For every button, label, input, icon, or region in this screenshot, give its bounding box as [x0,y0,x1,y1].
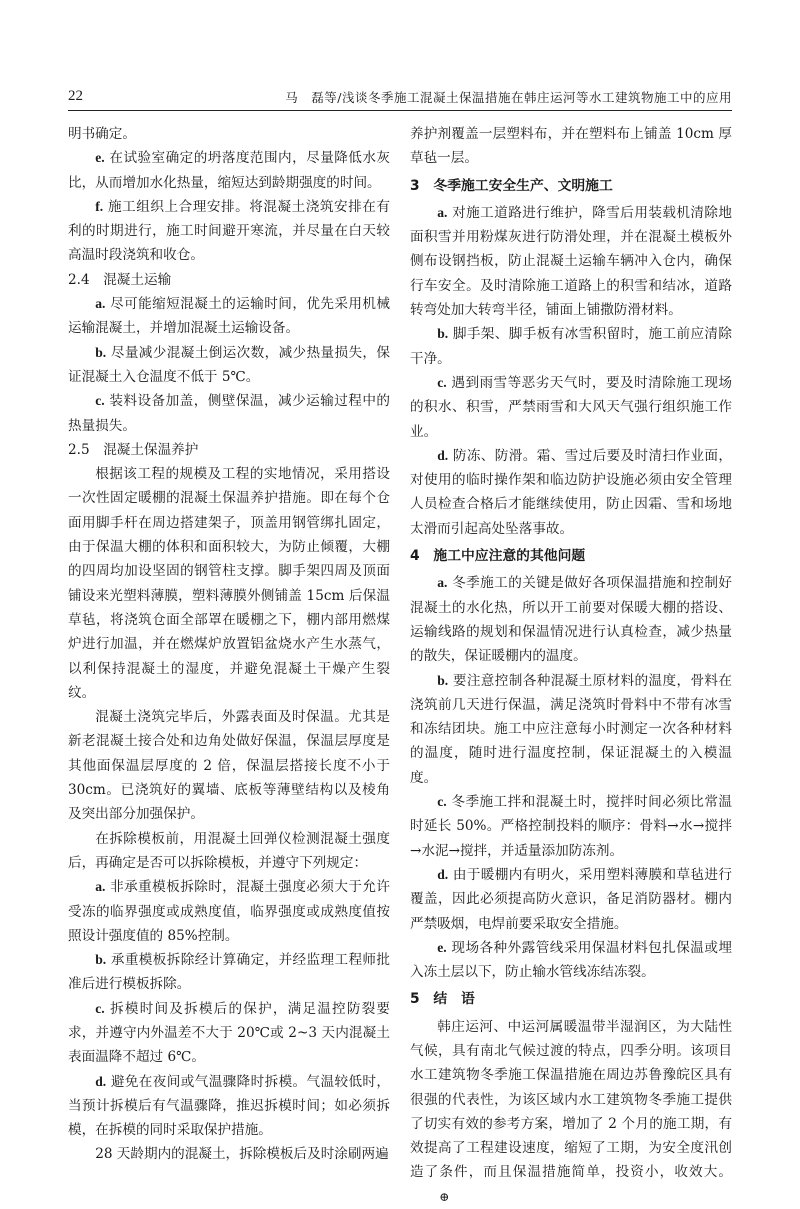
paragraph-continued: 明书确定。 [68,126,136,142]
list-item-b: b. 要注意控制各种混凝土原材料的温度，骨料在浇筑前几天进行保温，满足浇筑时骨料中不带有冰雪和冻结团块。施工中应注意每小时测定一次各种材料的温度，随时进行温度控制，保证混凝土的入模温度。 [410,672,732,786]
list-item-a: a. 尽可能缩短混凝土的运输时间，优先采用机械运输混凝土，并增加混凝土运输设备。 [68,296,390,337]
list-item-c: c. 装料设备加盖，侧壁保温，减少运输过程中的热量损失。 [68,393,390,434]
section-heading-5: 5 结 语 [410,991,475,1008]
list-item-a: a. 冬季施工的关键是做好各项保温措施和控制好混凝土的水化热，所以开工前要对保暖大棚的搭设、运输线路的规划和保温情况进行认真检查，减少热量的散失，保证暖棚内的温度。 [410,575,732,665]
left-column [68,122,390,1167]
conclusion-paragraph: 韩庄运河、中运河属暖温带半湿润区，为大陆性气候，具有南北气候过渡的特点，四季分明。该项目水工建筑物冬季施工保温措施在周边苏鲁豫皖区具有很强的代表性，为该区域内水工建筑物冬季施工提供了切实有效的参考方案，增加了 2 个月的施工期，有效提高了工程建设速度，缩短了工期，为安全度汛创造了条件，而且保温措施简单，投资小，收效大。⊕ [410,1015,732,1209]
body-paragraph: 混凝土浇筑完毕后，外露表面及时保温。尤其是新老混凝土接合处和边角处做好保温，保温层厚度是其他面保温层厚度的 2 倍，保温层搭接长度不小于 30cm。已浇筑好的翼墙、底板等薄壁结构以及棱角及突出部分加强保护。 [68,709,390,823]
list-item-f: f. 施工组织上合理安排。将混凝土浇筑安排在有利的时期进行，施工时间避开寒流，并尽量在白天较高温时段浇筑和收仓。 [68,198,390,264]
page-number: 22 [68,88,83,104]
list-item-c: c. 拆模时间及拆模后的保护，满足温控防裂要求，并遵守内外温差不大于 20℃或 2~3 天内混凝土表面温降不超过 6℃。 [68,1000,390,1066]
list-item-e: e. 现场各种外露管线采用保温材料包扎保温或埋入冻土层以下，防止输水管线冻结冻裂。 [410,939,732,981]
list-item-d: d. 避免在夜间或气温骤降时拆模。气温较低时，当预计拆模后有气温骤降，推迟拆模时间；如必须拆模，在拆模的同时采取保护措施。 [68,1073,390,1139]
list-item-e: e. 在试验室确定的坍落度范围内，尽量降低水灰比，从而增加水化热量，缩短达到龄期强度的时间。 [68,150,390,191]
list-item-a: a. 对施工道路进行维护，降雪后用装载机清除地面积雪并用粉煤灰进行防滑处理，并在混凝土模板外侧布设钢挡板，防止混凝土运输车辆冲入仓内，确保行车安全。及时清除施工道路上的积雪和结冰，道路转弯处加大转弯半径，铺面上铺撒防滑材料。 [410,204,732,319]
list-item-b: b. 承重模板拆除经计算确定，并经监理工程师批准后进行模板拆除。 [68,952,390,993]
section-heading-2-4: 2.4 混凝土运输 [68,271,172,288]
list-item-b: b. 尽量减少混凝土倒运次数，减少热量损失，保证混凝土入仓温度不低于 5℃。 [68,344,390,385]
section-heading-2-5: 2.5 混凝土保温养护 [68,441,199,458]
list-item-c: c. 遇到雨雪等恶劣天气时，要及时清除施工现场的积水、积雪，严禁雨雪和大风天气强行组织施工作业。 [410,374,732,440]
list-item-c: c. 冬季施工拌和混凝土时，搅拌时间必须比常温时延长 50%。严格控制投料的顺序：骨料→水→搅拌→水泥→搅拌，并适量添加防冻剂。 [410,794,732,859]
list-item-d: d. 由于暖棚内有明火，采用塑料薄膜和草毡进行覆盖，因此必须提高防火意识，备足消防器材。棚内严禁吸烟，电焊前要采取安全措施。 [410,866,732,932]
section-heading-4: 4 施工中应注意的其他问题 [410,548,586,565]
body-paragraph: 28 天龄期内的混凝土，拆除模板后及时涂刷两遍 [95,1146,389,1163]
running-title: 马 磊等/浅谈冬季施工混凝土保温措施在韩庄运河等水工建筑物施工中的应用 [285,90,732,105]
page-header [68,86,732,111]
end-of-article-icon: ⊕ [439,1189,450,1204]
list-item-d: d. 防冻、防滑。霜、雪过后要及时清扫作业面，对使用的临时操作架和临边防护设施必须由安全管理人员检查合格后才能继续使用，防止因霜、雪和场地太滑而引起高处坠落事故。 [410,447,732,537]
section-heading-3: 3 冬季施工安全生产、文明施工 [410,177,613,194]
paragraph-continued: 养护剂覆盖一层塑料布，并在塑料布上铺盖 10cm 厚草毡一层。 [410,126,732,167]
list-item-b: b. 脚手架、脚手板有冰雪积留时，施工前应清除干净。 [410,326,732,367]
body-paragraph: 在拆除模板前，用混凝土回弹仪检测混凝土强度后，再确定是否可以拆除模板，并遵守下列规定： [68,830,390,871]
list-item-a: a. 非承重模板拆除时，混凝土强度必须大于允许受冻的临界强度或成熟度值，临界强度或成熟度值按照设计强度值的 85%控制。 [68,879,390,944]
right-column [410,122,732,1209]
body-paragraph: 根据该工程的规模及工程的实地情况，采用搭设一次性固定暖棚的混凝土保温养护措施。即在每个仓面用脚手杆在周边搭建架子，顶盖用钢管绑扎固定，由于保温大棚的体积和面积较大，为防止倾覆，大棚的四周均加设坚固的钢管柱支撑。脚手架四周及顶面铺设来光塑料薄膜，塑料薄膜外侧铺盖 15cm 后保温草毡，将浇筑仓面全部罩在暖棚之下，棚内部用燃煤炉进行加温，并在燃煤炉放置铝盆烧水产生水蒸气，以利保持混凝土的湿度，并避免混凝土干燥产生裂纹。 [68,466,390,701]
